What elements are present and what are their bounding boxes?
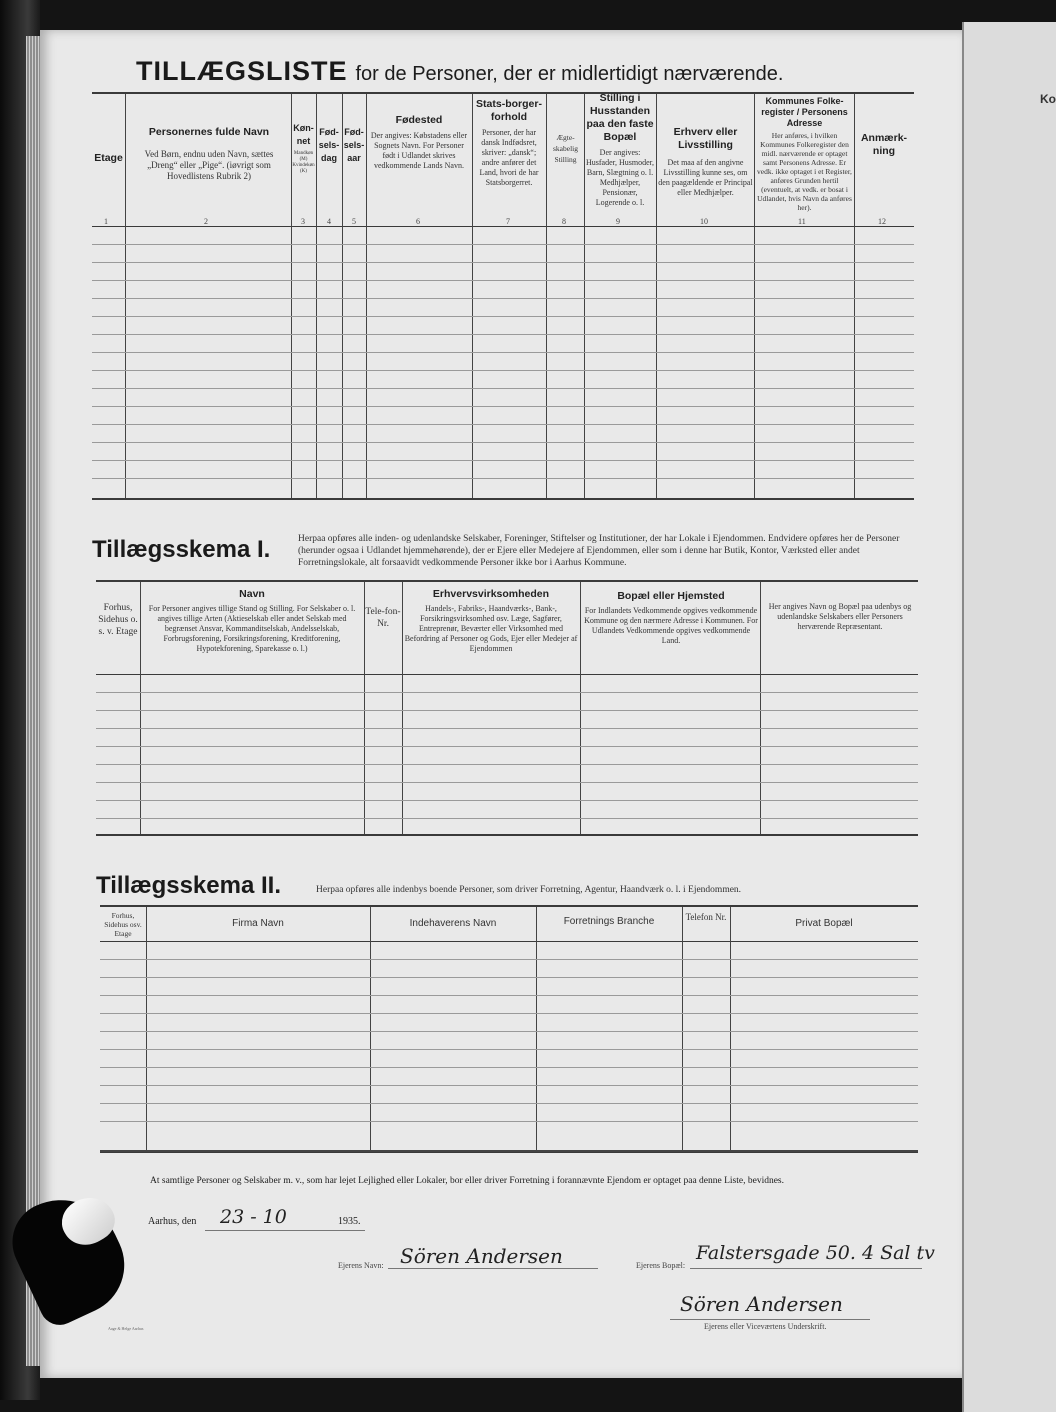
s1-col-residence: Bopæl eller Hjemsted For Indlandets Vedkommende opgives vedkommende Kommune og den nærmere Adresse i Kommunen. For Udlandets Vedkommende opgives vedkommende Land. (584, 590, 758, 645)
s2-col-private-address: Privat Bopæl (795, 918, 853, 929)
col-full-name: Personernes fulde Navn Ved Børn, endnu uden Navn, sættes „Dreng“ eller „Pige“. (iøvrigt som Hovedlistens Rubrik 2) (144, 126, 274, 181)
s2-col-branch: Forretnings Branche (563, 916, 655, 927)
tillaegsliste-table: Etage 1 Personernes fulde Navn Ved Børn, endnu uden Navn, sættes „Dreng“ eller „Pige“. (iøvrigt som Hovedlistens Rubrik 2) 2 Køn-net Mandkøn (M) Kvindekøn (K) 3 Fød-sels-dag 4 Fød-sels-aar 5 Fødested Der angives: Købstadens eller Sognets Navn. For Personer født i Udlandet skrives vedkommende Lands Navn. 6 Stats-borger-forhold Personer, der har dansk Indfødsret, skriver: „dansk“; andre anfører det Land, hvori de har Statsborgerret. 7 Ægte-skabelig Stilling 8 Stilling i Husstanden paa den faste Bopæl Der angives: Husfader, Husmoder, Barn, Slægtning o. l. Medhjælper, Pensionær, Logerende o. l. 9 Erhverv eller Livsstilling Det maa af den angivne Livsstilling kunne ses, om den paagældende er Principal eller Medhjælper. 10 Kommunes Folke-register / Personens Adresse Her anføres, i hvilken Kommunes Folkeregister den midl. nærværende er optaget samt Personens Adresse. Er vedk. ikke optaget i et Register, anføres Grunden hertil (eventuelt, at vedk. er bosat i Udlandet, hvis Navn da anføres her). 11 Anmærk-ning 12 (92, 92, 914, 500)
owner-name-label: Ejerens Navn: (338, 1261, 384, 1270)
s1-col-phone: Tele-fon-Nr. (365, 607, 401, 629)
col-etage: Etage (94, 152, 123, 164)
form-page (40, 30, 962, 1378)
s2-col-firm: Firma Navn (232, 918, 284, 929)
skema1-table (96, 580, 918, 836)
skema2-intro: Herpaa opføres alle indenbys boende Personer, som driver Forretning, Agentur, Haandværk o. l. i Ejendommen. (316, 885, 742, 895)
col-occupation: Erhverv eller Livsstilling Det maa af den angivne Livsstilling kunne ses, om den paagældende er Principal eller Medhjælper. (658, 126, 753, 197)
s1-col-business: Erhvervsvirksomheden Handels-, Fabriks-, Haandværks-, Bank-, Forsikringsvirksomhed osv. Læge, Sagfører, Entreprenør, Beværter eller Virksomhed med Befordring af Personer og Gods, Ejer eller Medejer af Ejendommen (404, 588, 578, 653)
col-gender: Køn-net Mandkøn (M) Kvindekøn (K) (292, 123, 315, 174)
main-title-rest: for de Personer, der er midlertidigt nærværende. (355, 63, 784, 85)
year: 1935. (338, 1216, 361, 1227)
signature: Sören Andersen (680, 1292, 843, 1316)
printer-note: Aage & Helge Aarhus (108, 1326, 144, 1331)
owner-address: Falstersgade 50. 4 Sal tv (696, 1242, 935, 1264)
s2-col-owner: Indehaverens Navn (409, 918, 497, 929)
s1-col-name: Navn For Personer angives tillige Stand og Stilling. For Selskaber o. l. angives tillige Arten (Aktieselskab eller andet Selskab med begrænset Ansvar, Kommanditselskab, Andelsselskab, Forbrugsforening, Forsikringsforening, Kreditforening, Hypotekforening, Sparekasse o. l.) (148, 588, 356, 653)
owner-address-label: Ejerens Bopæl: (636, 1261, 686, 1270)
col-remarks: Anmærk-ning (860, 132, 908, 157)
s1-col-floor: Forhus, Sidehus o. s. v. Etage (98, 603, 138, 637)
skema1-intro: Herpaa opføres alle inden- og udenlandske Selskaber, Foreninger, Stiftelser og Institutioner, der har Lokale i Ejendommen. Endvidere opføres her de Personer (herunder ogsaa i Udlandet hjemmehørende), der er Ejere eller Medejere af Ejendommen, eller som i denne har Butik, Kontor, Værksted eller andet Forretningslokale, alt forsaavidt vedkommende Personer ikke bor i Aarhus Kommune. (298, 534, 900, 568)
facing-page-fragment: Ko (1040, 92, 1056, 106)
s2-col-phone: Telefon Nr. (685, 912, 727, 922)
col-household-position: Stilling i Husstanden paa den faste Bopæl Der angives: Husfader, Husmoder, Barn, Slægtning o. l. Medhjælper, Pensionær, Logerende o. l. (585, 92, 654, 207)
owner-name: Sören Andersen (400, 1244, 563, 1268)
main-title (136, 56, 783, 87)
date-handwritten: 23 - 10 (220, 1206, 287, 1228)
certification-text: At samtlige Personer og Selskaber m. v., som har lejet Lejlighed eller Lokaler, bor eller driver Forretning i forannævnte Ejendom er optaget paa denne Liste, bevidnes. (150, 1176, 784, 1186)
signature-caption: Ejerens eller Viceværtens Underskrift. (704, 1322, 827, 1331)
s2-col-floor: Forhus, Sidehus osv. Etage (104, 911, 142, 938)
col-birth-year: Fød-sels-aar (343, 127, 365, 163)
facing-page (962, 22, 1056, 1412)
s1-col-representative: Her angives Navn og Bopæl paa udenbys og udenlandske Selskabers eller Personers herværende Repræsentant. (768, 602, 912, 631)
skema1-title: Tillægsskema I. (92, 536, 271, 563)
city-date-prefix: Aarhus, den (148, 1216, 197, 1227)
skema2-table (100, 905, 918, 1153)
skema2-title: Tillægsskema II. (96, 872, 281, 899)
main-title-bold: TILLÆGSLISTE (136, 56, 348, 86)
col-register-address: Kommunes Folke-register / Personens Adresse Her anføres, i hvilken Kommunes Folkeregister den midl. nærværende er optaget samt Personens Adresse. Er vedk. ikke optaget i et Register, anføres Grunden hertil (eventuelt, at vedk. er bosat i Udlandet, hvis Navn da anføres her). (757, 96, 852, 212)
col-citizenship: Stats-borger-forhold Personer, der har dansk Indfødsret, skriver: „dansk“; andre anfører det Land, hvori de har Statsborgerret. (476, 98, 542, 187)
col-birth-day: Fød-sels-dag (318, 127, 340, 163)
col-birthplace: Fødested Der angives: Købstadens eller Sognets Navn. For Personer født i Udlandet skrives vedkommende Lands Navn. (370, 114, 468, 170)
col-marital-status: Ægte-skabelig Stilling (553, 133, 578, 164)
